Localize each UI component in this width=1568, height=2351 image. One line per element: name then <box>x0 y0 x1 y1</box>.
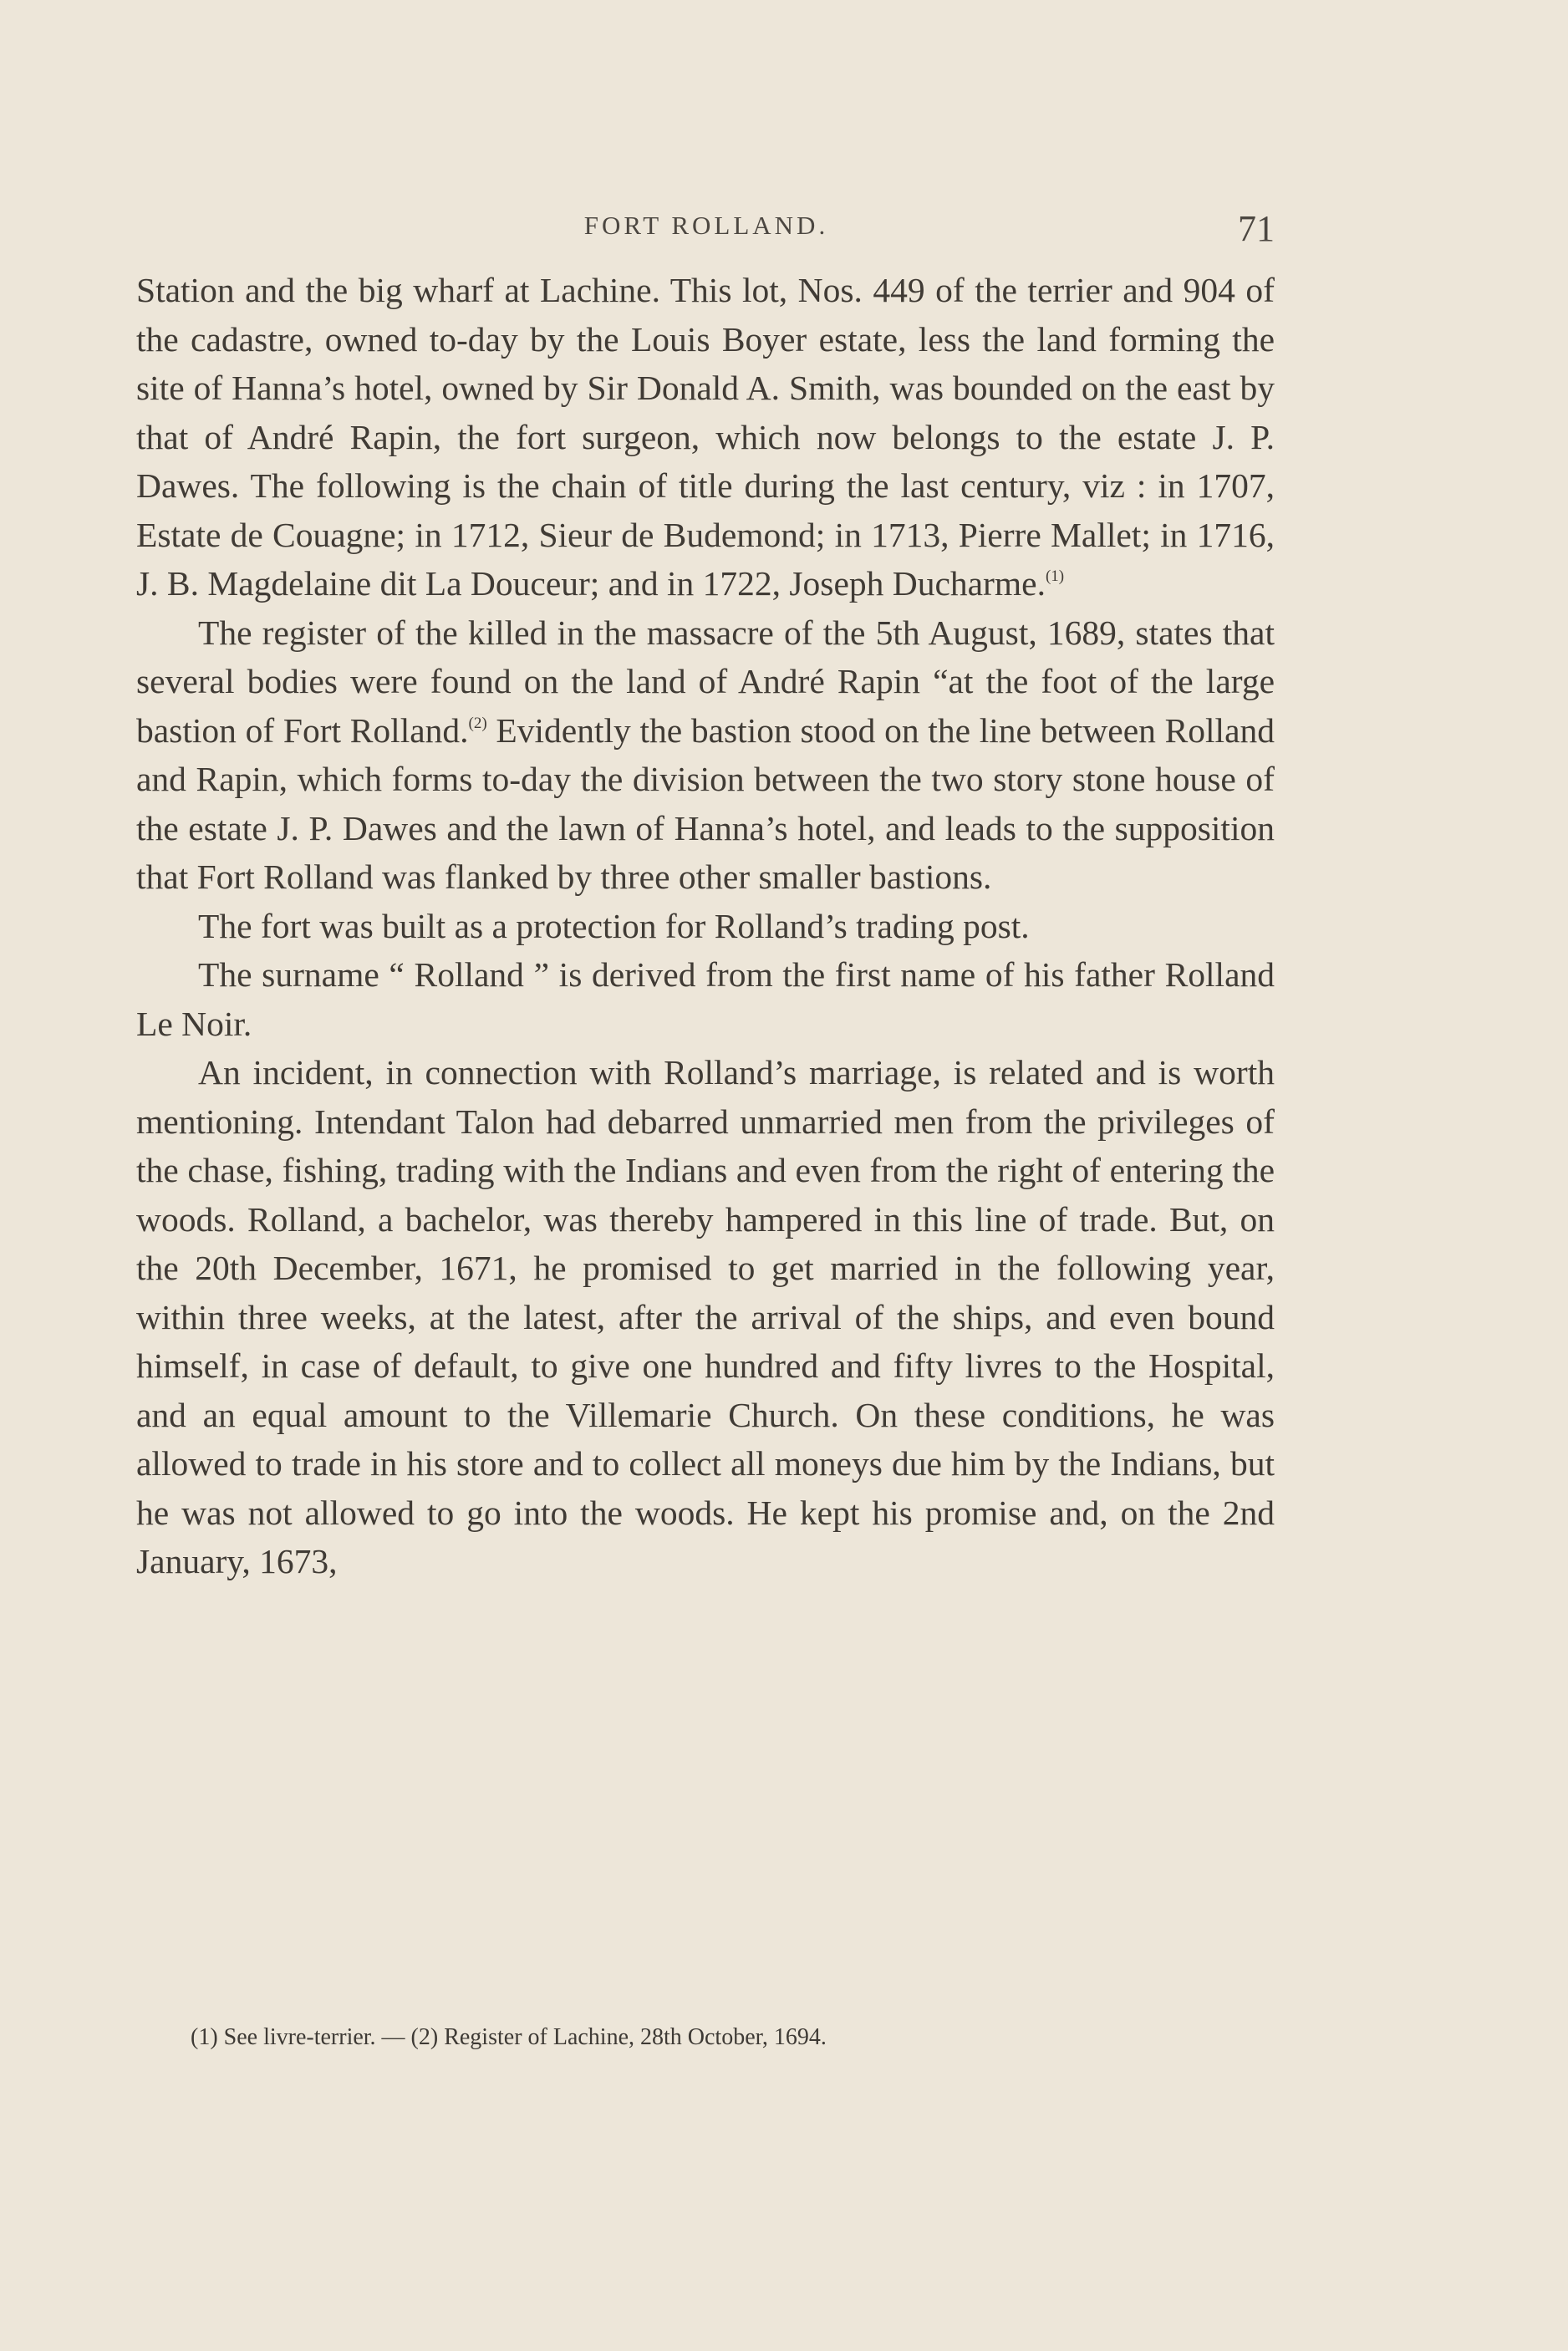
running-head-title: FORT ROLLAND. <box>583 211 829 240</box>
paragraph-4: The surname “ Rolland ” is derived from the first name of his father Rolland Le Noir. <box>136 955 1275 1043</box>
footnote-ref-2: (2) <box>468 714 487 732</box>
paragraph-2-text: The register of the killed in the massacre of the 5th August, 1689, states that several bodies were found on the land of André Rapin “at the foot of the large bastion of Fort Rolland. <box>136 613 1275 750</box>
running-head <box>138 207 1275 257</box>
footnote-ref-1: (1) <box>1045 567 1065 585</box>
paragraph-1-text: Station and the big wharf at Lachine. This lot, Nos. 449 of the terrier and 904 of the cadastre, owned to-day by the Louis Boyer estate, less the land forming the site of Hanna’s hotel, owned by Sir Donald A. Smith, was bounded on the east by that of André Rapin, the fort surgeon, which now belongs to the estate J. P. Dawes. The following is the chain of title during the last century, viz : in 1707, Estate de Couagne; in 1712, Sieur de Budemond; in 1713, Pierre Mallet; in 1716, J. B. Magdelaine dit La Douceur; and in 1722, Joseph Ducharme. <box>136 271 1275 603</box>
body-text <box>136 266 1275 1586</box>
paragraph-3: The fort was built as a protection for Rolland’s trading post. <box>198 906 1030 945</box>
page-number: 71 <box>1238 208 1275 249</box>
paragraph-1 <box>136 266 1275 608</box>
paragraph-5: An incident, in connection with Rolland’s marriage, is related and is worth mentioning. Intendant Talon had debarred unmarried men from the privileges of the chase, fishing, trading with the Indians and even from the right of entering the woods. Rolland, a bachelor, was thereby hampered in this line of trade. But, on the 20th December, 1671, he promised to get married in the following year, within three weeks, at the latest, after the arrival of the ships, and even bound himself, in case of default, to give one hundred and fifty livres to the Hospital, and an equal amount to the Villemarie Church. On these conditions, he was allowed to trade in his store and to collect all moneys due him by the Indians, but he was not allowed to go into the woods. He kept his promise and, on the 2nd January, 1673, <box>136 1053 1275 1580</box>
footnotes: (1) See livre-terrier. — (2) Register of Lachine, 28th October, 1694. <box>191 2024 827 2050</box>
paragraph-2 <box>136 608 1275 902</box>
paragraph-2-tail: Evidently the bastion stood on the line between Rolland and Rapin, which forms to-day the division between the two story stone house of the estate J. P. Dawes and the lawn of Hanna’s hotel, and leads to the supposition that Fort Rolland was flanked by three other smaller bastions. <box>136 710 1275 896</box>
